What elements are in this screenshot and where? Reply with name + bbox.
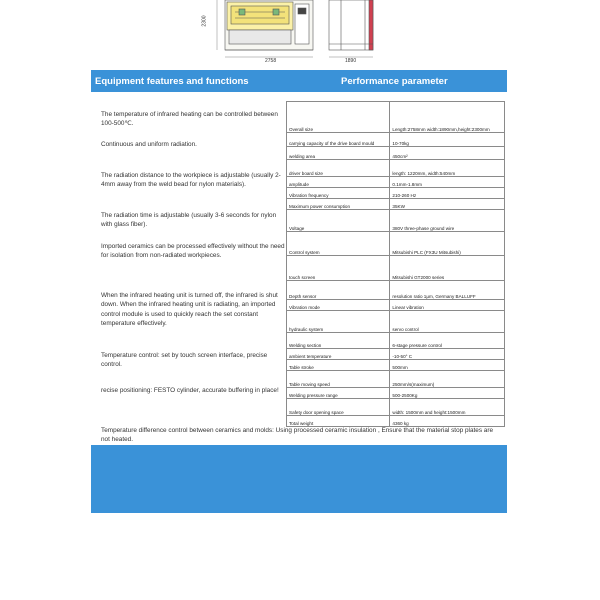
param-value: 6-stage pressure control: [390, 333, 505, 349]
param-value: 380V three-phase ground wire: [390, 210, 505, 232]
section-header-band: [91, 70, 507, 92]
param-name: welding area: [287, 147, 390, 160]
feature-item: recise positioning: FESTO cylinder, accurate buffering in place!: [101, 387, 279, 394]
param-name: Maximum power consumption: [287, 199, 390, 210]
table-row: [287, 333, 505, 349]
table-row: [287, 300, 505, 311]
table-row: [287, 349, 505, 360]
param-value: width: 1500mm and height:1500mm: [390, 399, 505, 416]
table-row: [287, 177, 505, 188]
table-row: [287, 416, 505, 427]
param-name: Welding section: [287, 333, 390, 349]
param-name: Control system: [287, 232, 390, 256]
param-value: 4360 kg: [390, 416, 505, 427]
param-name: amplitude: [287, 177, 390, 188]
param-value: resolution ratio 1μm, Germany BALLUFF: [390, 281, 505, 300]
table-row: [287, 399, 505, 416]
front-view: [225, 0, 313, 50]
table-row: [287, 281, 505, 300]
param-name: Vibration frequency: [287, 188, 390, 199]
parameters-header: Performance parameter: [341, 76, 448, 87]
table-row: [287, 232, 505, 256]
param-value: 35KW: [390, 199, 505, 210]
param-name: Safety door opening space: [287, 399, 390, 416]
ceramic-insulation-note: Temperature difference control between ceramics and molds: Using processed ceramic insulation , Ensure that the material stop plates are not heated.: [101, 427, 494, 444]
param-value: Length:2758mm width:1890mm,height:2300mm: [390, 102, 505, 133]
front-and-side-view-drawing: [195, 0, 405, 66]
param-value: 10-70kg: [390, 133, 505, 147]
param-name: hydraulic system: [287, 311, 390, 333]
feature-item: When the infrared heating unit is turned off, the infrared is shut down. When the infrared heating unit is radiating, an imported control module is used to quickly reach the set constant temperature effectively.: [101, 292, 278, 328]
table-row: [287, 256, 505, 281]
param-value: 210-260 Hz: [390, 188, 505, 199]
feature-item: Continuous and uniform radiation.: [101, 141, 197, 148]
param-value: 450cm²: [390, 147, 505, 160]
table-row: [287, 188, 505, 199]
feature-item: Imported ceramics can be processed effectively without the need for isolation from non-radiated workpieces.: [101, 243, 285, 260]
height-dimension-label: 2300: [201, 15, 208, 27]
table-row: [287, 210, 505, 232]
front-width-dimension-label: 2758: [265, 58, 277, 64]
param-name: Overall size: [287, 102, 390, 133]
param-name: Vibration mode: [287, 300, 390, 311]
side-width-dimension-label: 1890: [345, 58, 357, 64]
table-row: [287, 311, 505, 333]
table-row: [287, 133, 505, 147]
param-name: Depth sensor: [287, 281, 390, 300]
table-row: [287, 388, 505, 399]
param-value: Linear vibration: [390, 300, 505, 311]
performance-parameter-table: [286, 101, 505, 427]
feature-item: The radiation distance to the workpiece is adjustable (usually 2-4mm away from the weld bead for nylon materials).: [101, 172, 281, 189]
feature-item: The temperature of infrared heating can be controlled between 100-500℃.: [101, 111, 278, 128]
param-name: carrying capacity of the drive board mould: [287, 133, 390, 147]
param-value: servo control: [390, 311, 505, 333]
param-value: 500mm: [390, 360, 505, 371]
param-name: Table stroke: [287, 360, 390, 371]
param-name: Total weight: [287, 416, 390, 427]
param-name: touch screen: [287, 256, 390, 281]
param-value: 500-2500Kg: [390, 388, 505, 399]
table-row: [287, 360, 505, 371]
table-row: [287, 147, 505, 160]
footer-band: [91, 445, 507, 513]
param-value: Mitsubishi PLC (FX3U Mitsubishi): [390, 232, 505, 256]
param-name: Table moving speed: [287, 371, 390, 388]
param-value: -10-50° C: [390, 349, 505, 360]
side-view: [329, 0, 373, 50]
param-name: Welding pressure range: [287, 388, 390, 399]
table-row: [287, 102, 505, 133]
param-value: Mitsubishi GT2000 series: [390, 256, 505, 281]
machine-drawings: [195, 0, 405, 66]
param-name: driver board size: [287, 160, 390, 177]
table-row: [287, 199, 505, 210]
param-name: ambient temperature: [287, 349, 390, 360]
features-header: Equipment features and functions: [95, 76, 249, 87]
table-row: [287, 160, 505, 177]
param-value: 250mm/s(maximum): [390, 371, 505, 388]
feature-item: The radiation time is adjustable (usually 3-6 seconds for nylon with glass fiber).: [101, 212, 277, 229]
param-value: length: 1220mm, width:540mm: [390, 160, 505, 177]
table-row: [287, 371, 505, 388]
param-value: 0.1mm-1.8mm: [390, 177, 505, 188]
param-name: Voltage: [287, 210, 390, 232]
feature-item: Temperature control: set by touch screen interface, precise control.: [101, 352, 268, 369]
